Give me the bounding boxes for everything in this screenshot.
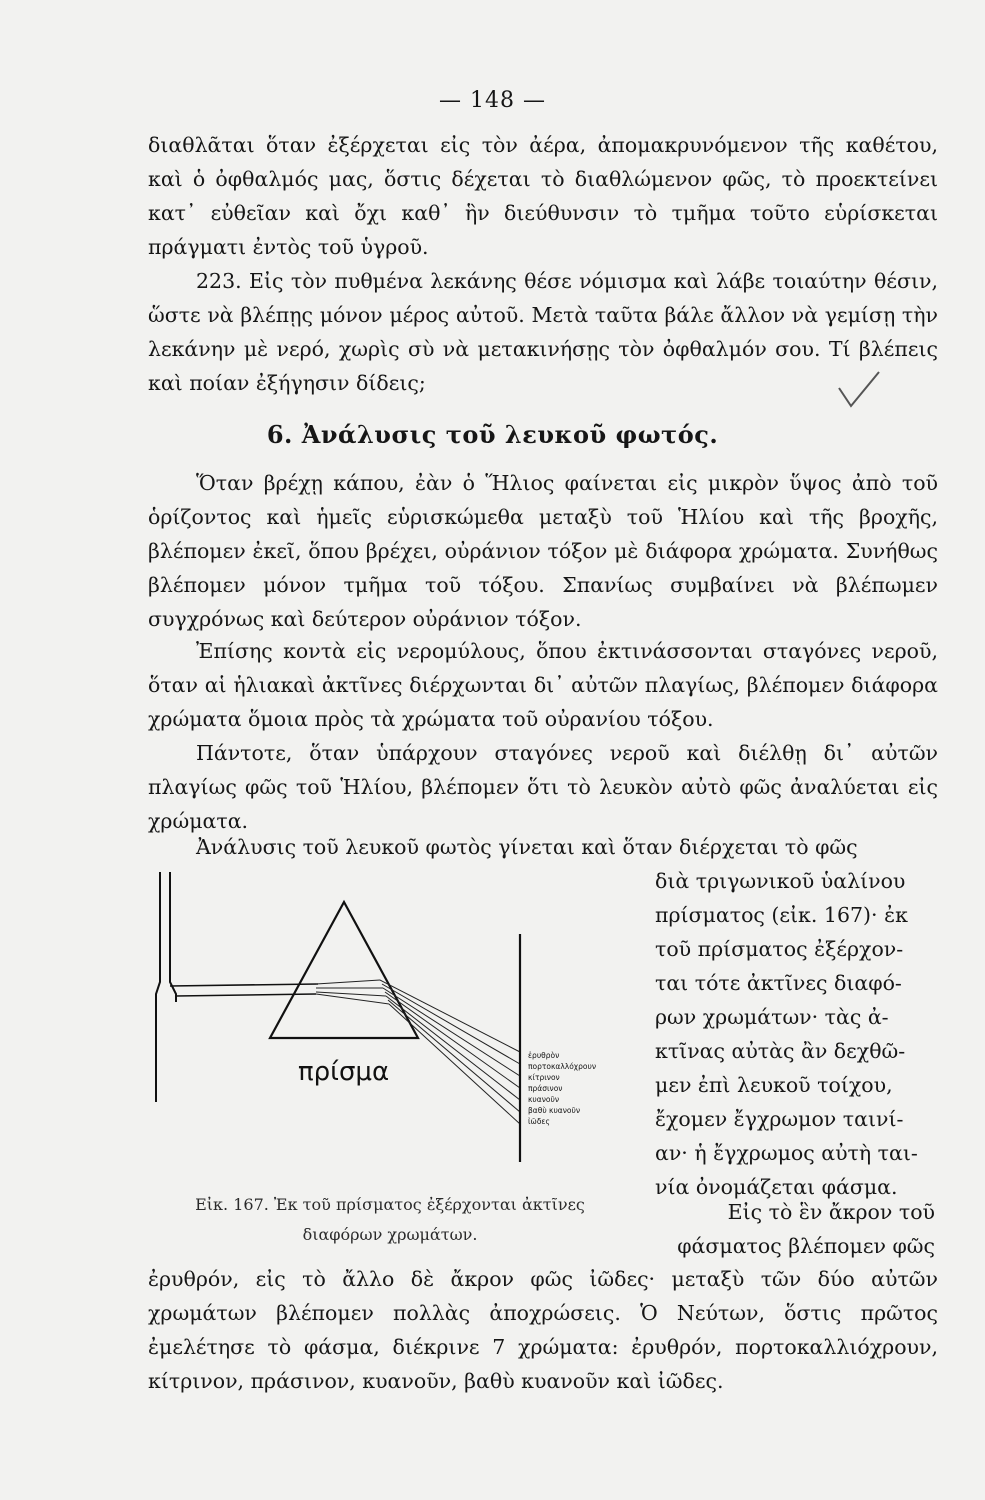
side-line: ἔχομεν ἔγχρωμον ταινί- [655,1107,904,1131]
side-tail [655,1195,935,1263]
side-line: πρίσματος (εἰκ. 167)· ἐκ [655,903,908,927]
left-screen-inner [170,872,176,1002]
exercise-223-text: 223. Εἰς τὸν πυθμένα λεκάνης θέσε νόμισμα καὶ λάβε τοιαύτην θέσιν, ὥστε νὰ βλέπῃς μόνον μέρος αὐτοῦ. Μετὰ ταῦτα βάλε ἄλλον νὰ γεμίσῃ τὴν λεκάνην μὲ νερό, χωρὶς σὺ νὰ μετακινήσῃς τὸν ὀφθαλμόν σου. Τί βλέπεις καὶ ποίαν ἐξήγησιν δίδεις; [148,269,938,395]
section-heading: 6. Ἀνάλυσις τοῦ λευκοῦ φωτός. [266,420,719,449]
side-tail-line: Εἰς τὸ ἓν ἄκρον τοῦ [727,1200,935,1224]
side-line: νία ὀνομάζεται φάσμα. [655,1175,898,1199]
spectrum-labels [528,1051,596,1126]
prism-label: πρίσμα [298,1057,390,1087]
side-line: τοῦ πρίσματος ἐξέρχον- [655,937,904,961]
rainbow-text: Ὅταν βρέχῃ κάπου, ἐὰν ὁ Ἥλιος φαίνεται εἰς μικρὸν ὕψος ἀπὸ τοῦ ὁρίζοντος καὶ ἡμεῖς εὑρισκώμεθα μεταξὺ τοῦ Ἡλίου καὶ τῆς βροχῆς, βλέπομεν ἐκεῖ, ὅπου βρέχει, οὐράνιον τόξον μὲ διάφορα χρώματα. Συνήθως βλέπομεν μόνον τμῆμα τοῦ τόξου. Σπανίως συμβαίνει νὰ βλέπωμεν συγχρόνως καὶ δεύτερον οὐράνιον τόξον. [148,471,938,631]
side-line: μεν ἐπὶ λευκοῦ τοίχου, [655,1073,893,1097]
incoming-ray-top [170,984,318,986]
out-ray-red [380,980,520,1052]
out-ray-orange [382,984,520,1064]
out-ray-violet [389,1004,520,1124]
spectrum-label-red: ἐρυθρὸν [528,1051,560,1060]
side-tail-line: φάσματος βλέπομεν φῶς [677,1234,935,1258]
spectrum-label-green: πράσινον [528,1084,563,1093]
pencil-check-mark [835,370,885,420]
spectrum-label-orange: πορτοκαλλόχρουν [528,1062,597,1071]
side-column [655,864,935,1204]
side-line: αν· ἡ ἔγχρωμος αὐτὴ ται- [655,1141,918,1165]
figure-caption [135,1190,645,1250]
prism-triangle [270,902,418,1038]
paragraph-exercise-223 [148,264,938,400]
out-ray-blue [386,996,520,1100]
left-screen-outer [156,872,160,1102]
spectrum-label-violet: ἰῶδες [528,1117,550,1126]
watermills-text: Ἐπίσης κοντὰ εἰς νερομύλους, ὅπου ἐκτινάσσονται σταγόνες νεροῦ, ὅταν αἱ ἡλιακαὶ ἀκτῖνες διέρχωνται δι᾽ αὐτῶν πλαγίως, βλέπομεν διάφορα χρώματα ὅμοια πρὸς τὰ χρώματα τοῦ οὐρανίου τόξου. [148,639,938,731]
out-ray-yellow [383,988,520,1076]
spectrum-label-indigo: βαθὺ κυανοῦν [528,1106,581,1115]
out-ray-indigo [388,1000,520,1112]
side-line: διὰ τριγωνικοῦ ὑαλίνου [655,869,906,893]
spectrum-label-yellow: κίτρινον [528,1073,560,1082]
caption-line: Εἰκ. 167. Ἐκ τοῦ πρίσματος ἐξέρχονται ἀκτῖνες [195,1195,585,1214]
side-line: κτῖνας αὐτὰς ἂν δεχθῶ- [655,1039,906,1063]
prism-figure [148,862,648,1182]
refracted-rays [316,980,520,1124]
paragraph-always [148,736,938,838]
always-text: Πάντοτε, ὅταν ὑπάρχουν σταγόνες νεροῦ καὶ διέλθῃ δι᾽ αὐτῶν πλαγίως φῶς τοῦ Ἡλίου, βλέπομεν ὅτι τὸ λευκὸν αὐτὸ φῶς ἀναλύεται εἰς χρώματα. [148,741,938,833]
paragraph-prism-intro [148,830,938,864]
prism-intro-text: Ἀνάλυσις τοῦ λευκοῦ φωτὸς γίνεται καὶ ὅταν διέρχεται τὸ φῶς [196,835,858,859]
inner-ray [316,980,380,984]
paragraph-watermills [148,634,938,736]
side-line: ται τότε ἀκτῖνες διαφό- [655,971,902,995]
out-ray-green [385,992,520,1088]
paragraph-newton: ἐρυθρόν, εἰς τὸ ἄλλο δὲ ἄκρον φῶς ἰῶδες· μεταξὺ τῶν δύο αὐτῶν χρωμάτων βλέπομεν πολλὰς ἀποχρώσεις. Ὁ Νεύτων, ὅστις πρῶτος ἐμελέτησε τὸ φάσμα, διέκρινε 7 χρώματα: ἐρυθρόν, πορτοκαλλιόχρουν, κίτρινον, πράσινον, κυανοῦν, βαθὺ κυανοῦν καὶ ἰῶδες. [148,1267,938,1393]
side-line: ρων χρωμάτων· τὰς ἀ- [655,1005,889,1029]
spectrum-label-blue: κυανοῦν [528,1095,560,1104]
paragraph-rainbow [148,466,938,636]
page-number: — 148 — [439,88,546,113]
caption-line: διαφόρων χρωμάτων. [302,1225,478,1244]
paragraph-refraction-end: διαθλᾶται ὅταν ἐξέρχεται εἰς τὸν ἀέρα, ἀπομακρυνόμενον τῆς καθέτου, καὶ ὁ ὀφθαλμός μας, ὅστις δέχεται τὸ διαθλώμενον φῶς, τὸ προεκτείνει κατ᾽ εὐθεῖαν καὶ ὄχι καθ᾽ ἣν διεύθυνσιν τὸ τμῆμα τοῦτο εὑρίσκεται πράγματι ἐντὸς τοῦ ὑγροῦ. [148,133,938,259]
